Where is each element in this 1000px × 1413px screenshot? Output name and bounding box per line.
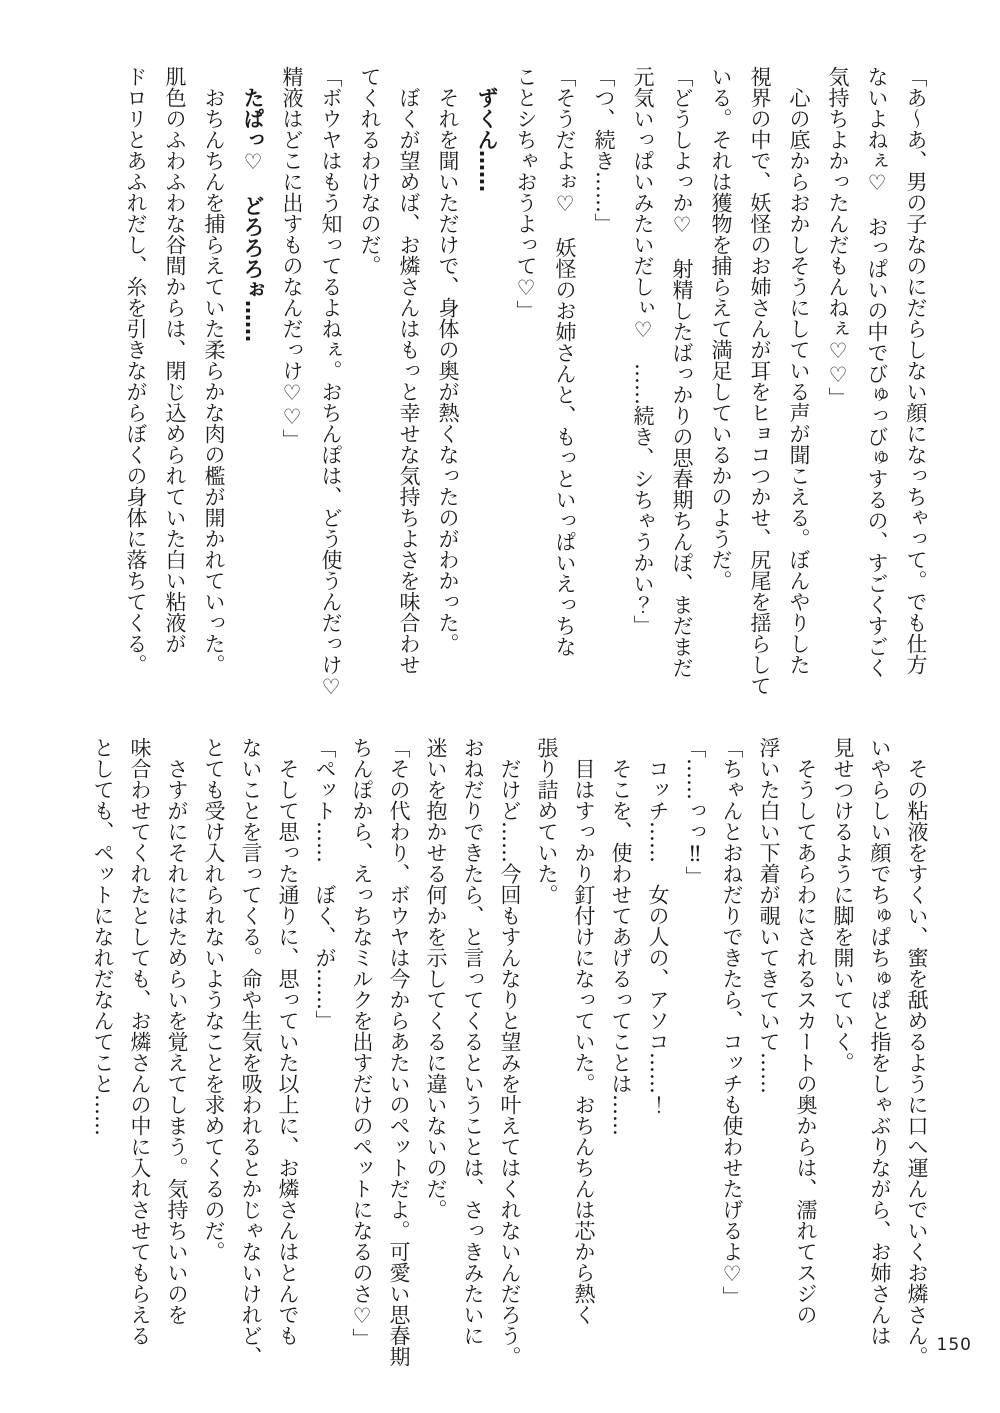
text-line: 迷いを抱かせる何かを示してくるに違いないのだ。 <box>424 737 448 1220</box>
vertical-text-block-bottom <box>84 737 935 1373</box>
sfx-line: ずくん…… <box>475 87 499 192</box>
text-line: 浮いた白い下着が覗いてきていて…… <box>757 737 781 1094</box>
text-line: 気持ちよかったんだもんねぇ♡♡」 <box>826 66 850 408</box>
text-line: だけど……今回もすんなりと望みを叶えてはくれないんだろう。 <box>498 758 522 1367</box>
text-line: ドロリとあふれだし、糸を引きながらぼくの身体に落ちてくる。 <box>124 66 148 675</box>
text-line: 張り詰めていた。 <box>535 737 559 905</box>
text-line: ちんぽから、えっちなミルクを出すだけのペットになるのさ♡」 <box>350 737 374 1349</box>
text-line: いる。それは獲物を捕らえて満足しているかのようだ。 <box>709 66 733 591</box>
text-line: とても受け入れられないようなことを求めてくるのだ。 <box>202 737 226 1262</box>
text-line: 「そうだよぉ♡ 妖怪のお姉さんと、もっといっぱいえっちな <box>553 66 577 657</box>
text-line: 精液はどこに出すものなんだっけ♡♡」 <box>280 66 304 450</box>
text-line: ないよねぇ♡ おっぱいの中でびゅっびゅするの、すごくすごく <box>865 66 889 678</box>
text-line: そこを、使わせてあげるってことは…… <box>609 758 633 1136</box>
text-line: ないことを言ってくる。命や生気を吸われるとかじゃないけれど、 <box>239 737 263 1367</box>
text-line: 「ちゃんとおねだりできたら、コッチも使わせたげるよ♡」 <box>720 737 744 1307</box>
text-line: その粘液をすくい、蜜を舐めるように口へ運んでいくお燐さん。 <box>905 758 929 1367</box>
text-line: ことシちゃおうよって♡」 <box>514 66 538 321</box>
sfx-line: たぱっ♡ どろろろぉ…… <box>241 87 265 342</box>
text-line: そして思った通りに、思っていた以上に、お燐さんはとんでも <box>276 758 300 1346</box>
text-line: 「その代わり、ボウヤは今からあたいのペットだよ。可愛い思春期 <box>387 737 411 1367</box>
text-line: それを聞いただけで、身体の奥が熱くなったのがわかった。 <box>436 87 460 654</box>
text-line: 心の底からおかしそうにしている声が聞こえる。ぼんやりした <box>787 87 811 675</box>
text-line: 視界の中で、妖怪のお姉さんが耳をヒョコつかせ、尻尾を揺らして <box>748 66 772 696</box>
text-line: ぼくが望めば、お燐さんはもっと幸せな気持ちよさを味合わせ <box>397 87 421 675</box>
text-line: 「ペット…… ぼく、が……」 <box>313 737 337 1031</box>
text-line: 肌色のふわふわな谷間からは、閉じ込められていた白い粘液が <box>163 66 187 654</box>
text-line: 見せつけるように脚を開いていく。 <box>831 737 855 1073</box>
text-line: おちんちんを捕らえていた柔らかな肉の檻が開かれていった。 <box>202 87 226 675</box>
text-line: 「どうしよっか♡ 射精したばっかりの思春期ちんぽ、まだまだ <box>670 66 694 678</box>
text-line: いやらしい顔でちゅぱちゅぱと指をしゃぶりながら、お姉さんは <box>868 737 892 1346</box>
text-line: 「つ、続き……」 <box>592 66 616 234</box>
vertical-text-block-top <box>116 66 935 708</box>
text-line: おねだりできたら、と言ってくるということは、さっきみたいに <box>461 737 485 1346</box>
text-line: 味合わせてくれたとしても、お燐さんの中に入れさせてもらえる <box>128 737 152 1346</box>
text-line: 「ボウヤはもう知ってるよねぇ。おちんぽは、どう使うんだっけ♡ <box>319 66 343 699</box>
text-line: てくれるわけなのだ。 <box>358 66 382 276</box>
text-line: さすがにそれにはためらいを覚えてしまう。気持ちいいのを <box>165 758 189 1325</box>
page-number: 150 <box>936 1335 972 1355</box>
text-line: 元気いっぱいみたいだしぃ♡ ……続き、シちゃうかい？」 <box>631 66 655 636</box>
text-line: コッチ…… 女の人の、アソコ……！ <box>646 758 670 1115</box>
text-line: としても、ペットになれだなんてこと…… <box>91 737 115 1136</box>
text-line: 「……っっ‼」 <box>683 737 707 887</box>
text-line: 目はすっかり釘付けになっていた。おちんちんは芯から熱く <box>572 758 596 1325</box>
text-line: 「あ〜あ、男の子なのにだらしない顔になっちゃって。でも仕方 <box>904 66 928 675</box>
text-line: そうしてあらわにされるスカートの奥からは、濡れてスジの <box>794 758 818 1325</box>
